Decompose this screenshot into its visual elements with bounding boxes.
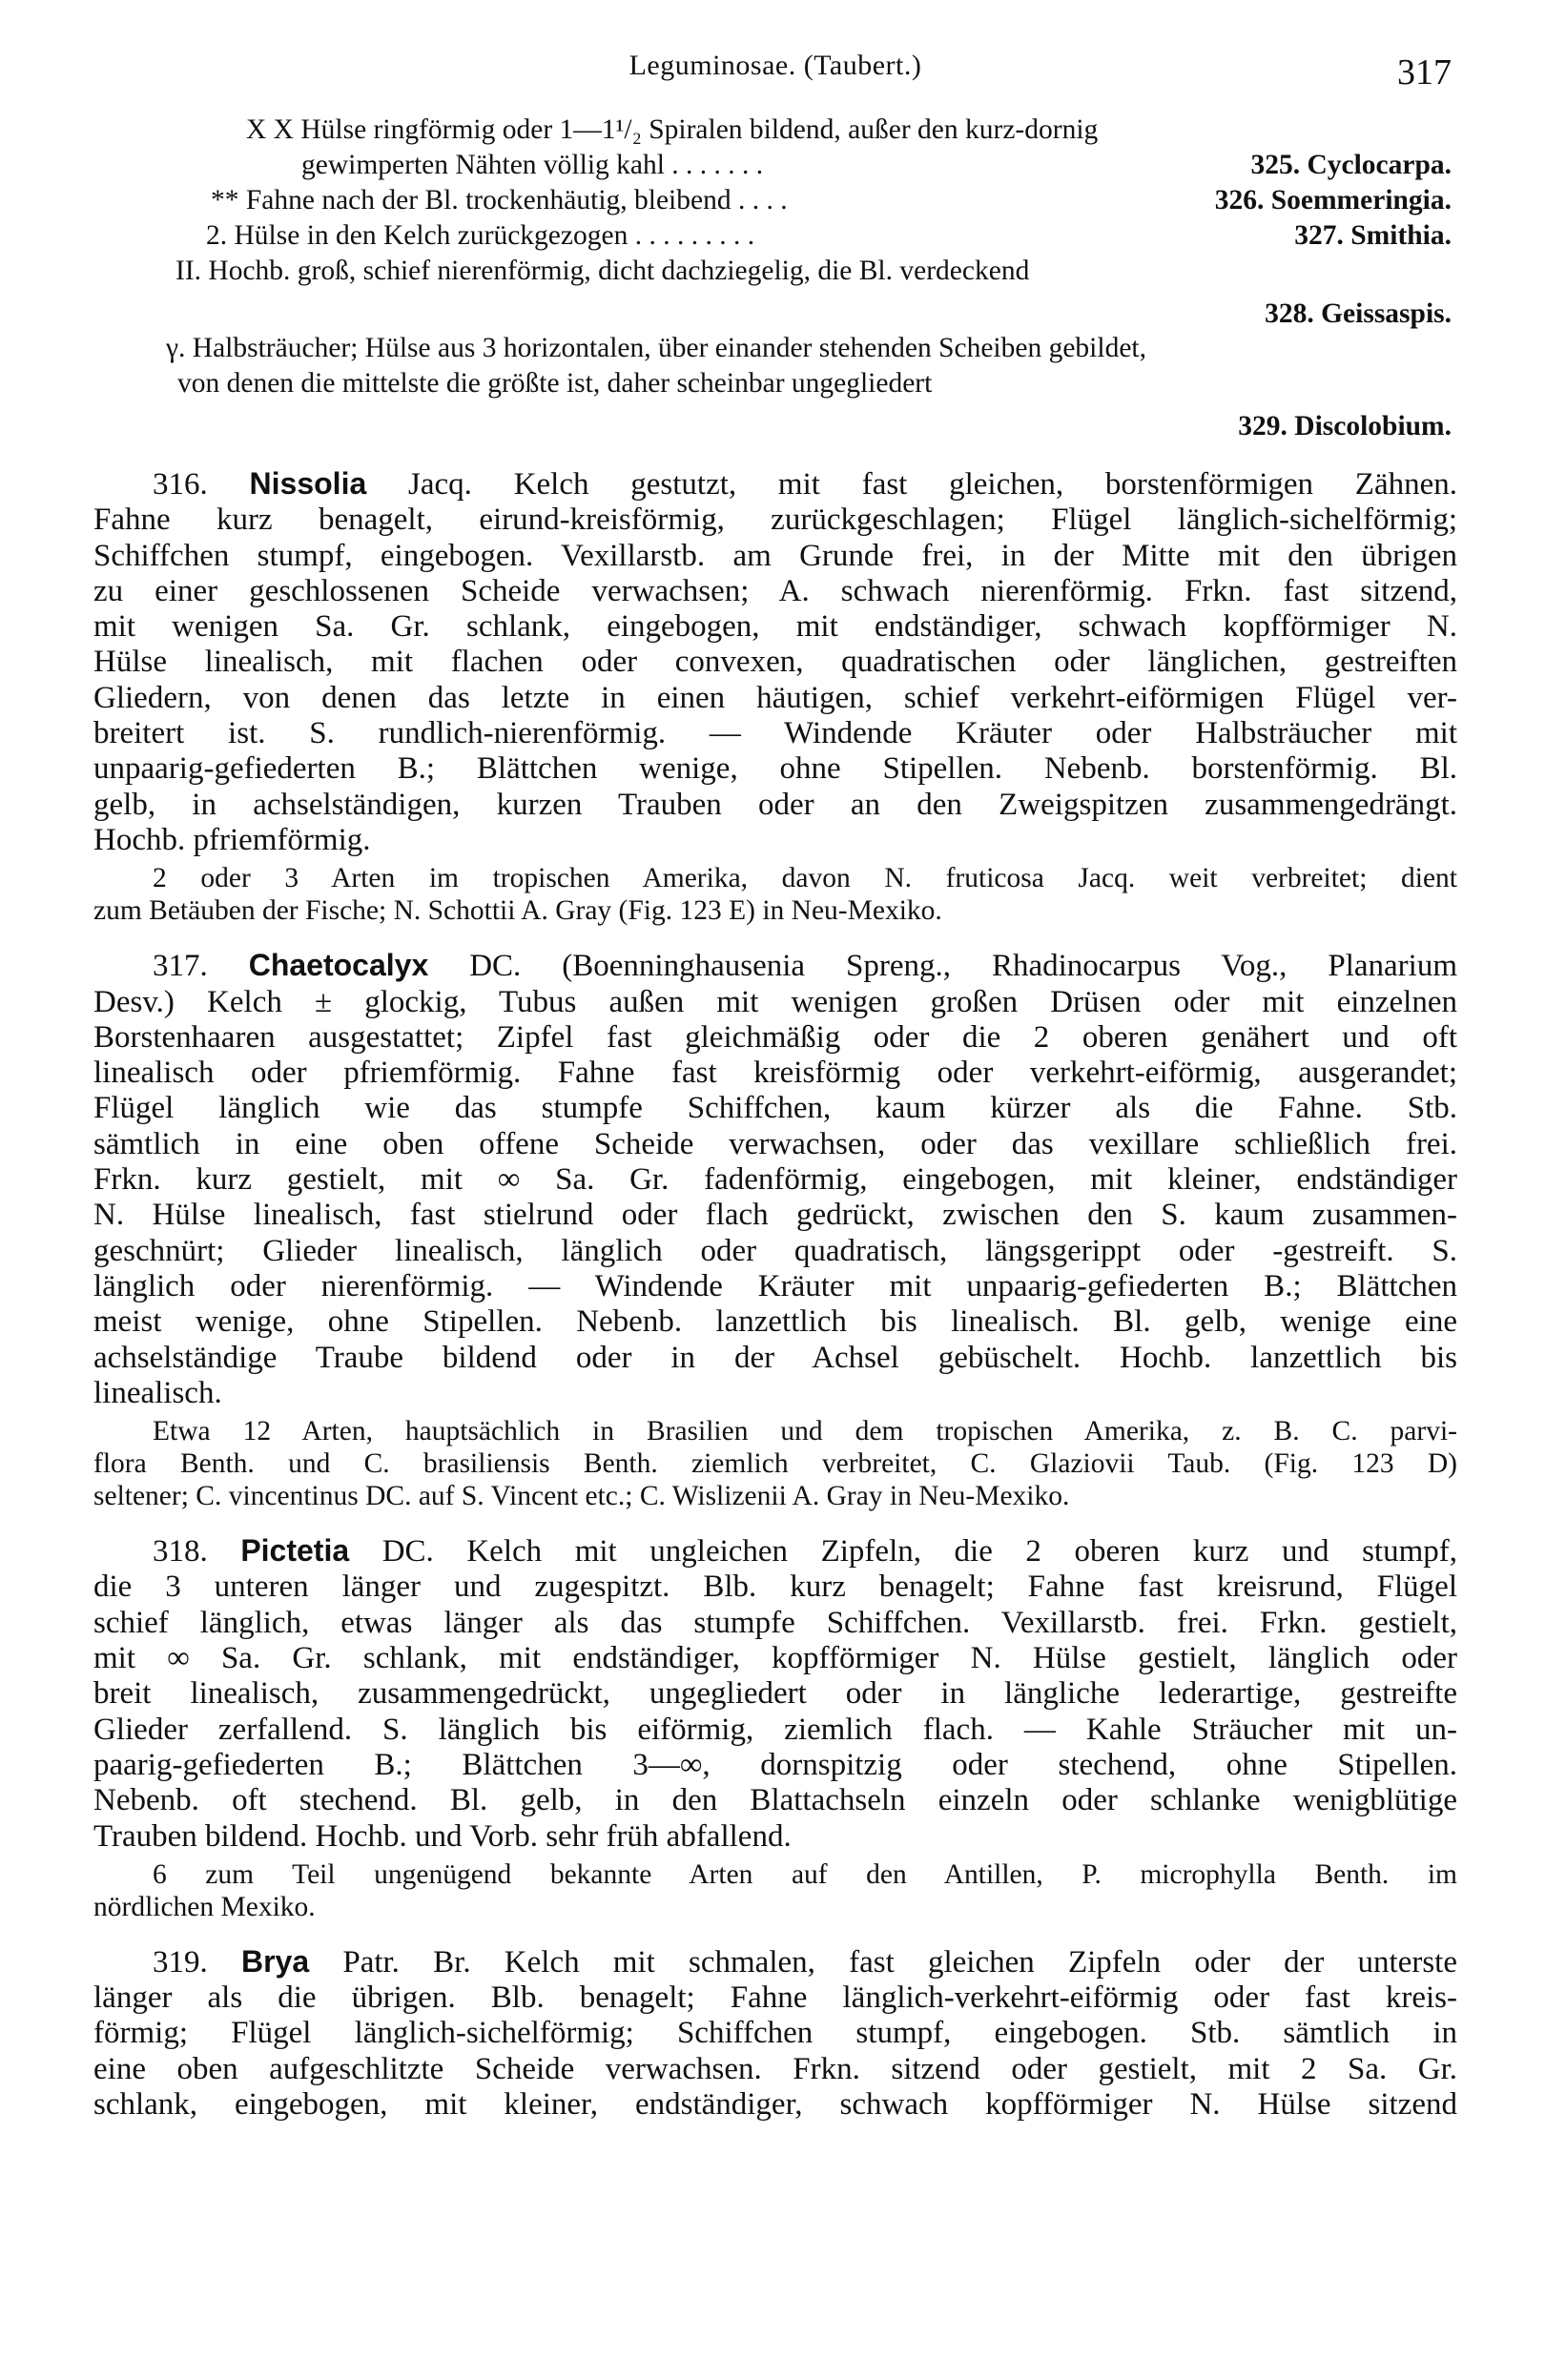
- text-line: gelb, in achselständigen, kurzen Trauben oder an den Zweigspitzen zusammengedrängt.: [93, 787, 1457, 822]
- key-text: 2. Hülse in den Kelch zurückgezogen . . . . . . . . .: [206, 220, 755, 251]
- text-line: [93, 1533, 1457, 1570]
- text-line: [93, 1944, 1457, 1980]
- genus-entry: [93, 1944, 1457, 2123]
- text-line: linealisch oder pfriemförmig. Fahne fast kreisförmig oder verkehrt-eiförmig, ausgerandet;: [93, 1056, 1457, 1091]
- text-line: paarig-gefiederten B.; Blättchen 3—∞, dornspitzig oder stechend, ohne Stipellen.: [93, 1747, 1457, 1782]
- text-line: förmig; Flügel länglich-sichelförmig; Schiffchen stumpf, eingebogen. Stb. sämtlich in: [93, 2016, 1457, 2051]
- text-line: mit ∞ Sa. Gr. schlank, mit endständiger, kopfförmiger N. Hülse gestielt, länglich oder: [93, 1641, 1457, 1676]
- key-line: [93, 289, 1457, 331]
- note-line: flora Benth. und C. brasiliensis Benth. ziemlich verbreitet, C. Glaziovii Taub. (Fig. 123 D): [93, 1448, 1457, 1480]
- genus-name: Brya: [240, 1943, 310, 1979]
- key-line: [93, 401, 1457, 443]
- key-target: 329. Discolobium.: [1238, 411, 1452, 441]
- genus-text: DC. Kelch mit ungleichen Zipfeln, die 2 oberen kurz und stumpf,: [381, 1534, 1457, 1570]
- text-line: breitert ist. S. rundlich-nierenförmig. — Windende Kräuter oder Halbsträucher mit: [93, 716, 1457, 751]
- text-line: N. Hülse linealisch, fast stielrund oder flach gedrückt, zwischen den S. kaum zusammen-: [93, 1198, 1457, 1233]
- text-line: sämtlich in eine oben offene Scheide verwachsen, oder das vexillare schließlich frei.: [93, 1126, 1457, 1161]
- note-line: seltener; C. vincentinus DC. auf S. Vincent etc.; C. Wislizenii A. Gray in Neu-Mexiko.: [93, 1481, 1070, 1512]
- genus-note: [93, 862, 1457, 927]
- text-line: mit wenigen Sa. Gr. schlank, eingebogen, mit endständiger, schwach kopfförmiger N.: [93, 609, 1457, 645]
- key-text: II. Hochb. groß, schief nierenförmig, dicht dachziegelig, die Bl. verdeckend: [175, 256, 1030, 286]
- key-text: gewimperten Nähten völlig kahl . . . . . . .: [301, 150, 764, 180]
- key-target: 327. Smithia.: [1294, 220, 1452, 251]
- key-target: 328. Geissaspis.: [1265, 298, 1452, 329]
- key-text: γ. Halbsträucher; Hülse aus 3 horizontalen, über einander stehenden Scheiben gebildet,: [166, 333, 1146, 363]
- text-line: meist wenige, ohne Stipellen. Nebenb. lanzettlich bis linealisch. Bl. gelb, wenige eine: [93, 1304, 1457, 1340]
- genus-text: Jacq. Kelch gestutzt, mit fast gleichen, borstenförmigen Zähnen.: [408, 467, 1458, 502]
- genus-text: DC. (Boenninghausenia Spreng., Rhadinocarpus Vog., Planarium: [469, 949, 1457, 984]
- text-line: breit linealisch, zusammengedrückt, ungegliedert oder in längliche lederartige, gestreifte: [93, 1676, 1457, 1712]
- text-line: geschnürt; Glieder linealisch, länglich oder quadratisch, längsgerippt oder -gestreift. S.: [93, 1233, 1457, 1268]
- note-line: zum Betäuben der Fische; N. Schottii A. Gray (Fig. 123 E) in Neu-Mexiko.: [93, 895, 942, 927]
- text-line: linealisch.: [93, 1375, 222, 1410]
- genus-note: [93, 1858, 1457, 1923]
- genus-note: [93, 1415, 1457, 1512]
- text-line: Frkn. kurz gestielt, mit ∞ Sa. Gr. fadenförmig, eingebogen, mit kleiner, endständiger: [93, 1162, 1457, 1198]
- text-line: zu einer geschlossenen Scheide verwachsen; A. schwach nierenförmig. Frkn. fast sitzend,: [93, 573, 1457, 608]
- key-line: [93, 113, 1457, 148]
- genus-number: 318.: [153, 1534, 208, 1570]
- key-text: von denen die mittelste die größte ist, daher scheinbar ungegliedert: [177, 368, 933, 399]
- text-line: Schiffchen stumpf, eingebogen. Vexillarstb. am Grunde frei, in der Mitte mit den übrigen: [93, 538, 1457, 573]
- text-line: [93, 466, 1457, 503]
- note-line: nördlichen Mexiko.: [93, 1891, 316, 1922]
- identification-key: [93, 113, 1457, 443]
- genus-name: Nissolia: [249, 466, 367, 501]
- genus-description: [93, 1944, 1457, 2123]
- text-line: schlank, eingebogen, mit kleiner, endständiger, schwach kopfförmiger N. Hülse sitzend: [93, 2086, 1457, 2122]
- key-line: [93, 183, 1457, 218]
- genus-entry: [93, 466, 1457, 927]
- text-line: achselständige Traube bildend oder in der Achsel gebüschelt. Hochb. lanzettlich bis: [93, 1340, 1457, 1375]
- note-line: 2 oder 3 Arten im tropischen Amerika, davon N. fruticosa Jacq. weit verbreitet; dient: [153, 863, 1457, 894]
- text-line: die 3 unteren länger und zugespitzt. Blb. kurz benagelt; Fahne fast kreisrund, Flügel: [93, 1570, 1457, 1605]
- text-line: länger als die übrigen. Blb. benagelt; Fahne länglich-verkehrt-eiförmig oder fast kreis-: [93, 1980, 1457, 2016]
- key-text: ** Fahne nach der Bl. trockenhäutig, bleibend . . . .: [211, 185, 788, 215]
- key-line: [93, 254, 1457, 289]
- text-line: schief länglich, etwas länger als das stumpfe Schiffchen. Vexillarstb. frei. Frkn. gestielt,: [93, 1605, 1457, 1640]
- text-line: Borstenhaaren ausgestattet; Zipfel fast gleichmäßig oder die 2 oberen genähert und oft: [93, 1019, 1457, 1055]
- genus-description: [93, 466, 1457, 858]
- text-line: länglich oder nierenförmig. — Windende Kräuter mit unpaarig-gefiederten B.; Blättchen: [93, 1268, 1457, 1303]
- text-line: Trauben bildend. Hochb. und Vorb. sehr früh abfallend.: [93, 1818, 792, 1854]
- running-title: Leguminosae. (Taubert.): [628, 50, 922, 81]
- genus-description: [93, 948, 1457, 1411]
- text-line: unpaarig-gefiederten B.; Blättchen wenige, ohne Stipellen. Nebenb. borstenförmig. Bl.: [93, 751, 1457, 787]
- text-line: Hochb. pfriemförmig.: [93, 822, 371, 857]
- text-line: eine oben aufgeschlitzte Scheide verwachsen. Frkn. sitzend oder gestielt, mit 2 Sa. Gr.: [93, 2051, 1457, 2086]
- genus-number: 316.: [153, 467, 208, 502]
- key-line: [93, 218, 1457, 254]
- genus-entry: [93, 1533, 1457, 1923]
- genus-number: 317.: [153, 949, 208, 984]
- key-line: [93, 331, 1457, 366]
- genus-number: 319.: [153, 1944, 208, 1980]
- running-head: [93, 46, 1457, 103]
- text-line: Fahne kurz benagelt, eirund-kreisförmig, zurückgeschlagen; Flügel länglich-sichelförmig;: [93, 503, 1457, 538]
- text-line: Flügel länglich wie das stumpfe Schiffchen, kaum kürzer als die Fahne. Stb.: [93, 1091, 1457, 1126]
- text-line: Desv.) Kelch ± glockig, Tubus außen mit wenigen großen Drüsen oder mit einzelnen: [93, 984, 1457, 1019]
- key-text: X X Hülse ringförmig oder 1—1¹/₂ Spiralen bildend, außer den kurz-dornig: [246, 114, 1099, 145]
- note-line: 6 zum Teil ungenügend bekannte Arten auf den Antillen, P. microphylla Benth. im: [153, 1858, 1457, 1890]
- text-line: Hülse linealisch, mit flachen oder convexen, quadratischen oder länglichen, gestreiften: [93, 645, 1457, 680]
- genus-entry: [93, 948, 1457, 1512]
- text-line: Gliedern, von denen das letzte in einen häutigen, schief verkehrt-eiförmigen Flügel ver-: [93, 680, 1457, 715]
- text-line: Glieder zerfallend. S. länglich bis eiförmig, ziemlich flach. — Kahle Sträucher mit un-: [93, 1712, 1457, 1747]
- text-line: [93, 948, 1457, 984]
- genus-description: [93, 1533, 1457, 1855]
- note-line: Etwa 12 Arten, hauptsächlich in Brasilien und dem tropischen Amerika, z. B. C. parvi-: [153, 1416, 1457, 1447]
- key-line: [93, 366, 1457, 401]
- genus-text: Patr. Br. Kelch mit schmalen, fast gleichen Zipfeln oder der unterste: [342, 1944, 1457, 1980]
- key-target: 326. Soemmeringia.: [1214, 185, 1452, 215]
- text-line: Nebenb. oft stechend. Bl. gelb, in den Blattachseln einzeln oder schlanke wenigblütige: [93, 1783, 1457, 1818]
- key-target: 325. Cyclocarpa.: [1250, 150, 1452, 180]
- genus-name: Pictetia: [240, 1533, 350, 1569]
- genus-name: Chaetocalyx: [248, 948, 429, 983]
- page-number: 317: [1397, 52, 1452, 92]
- key-line: [93, 148, 1457, 183]
